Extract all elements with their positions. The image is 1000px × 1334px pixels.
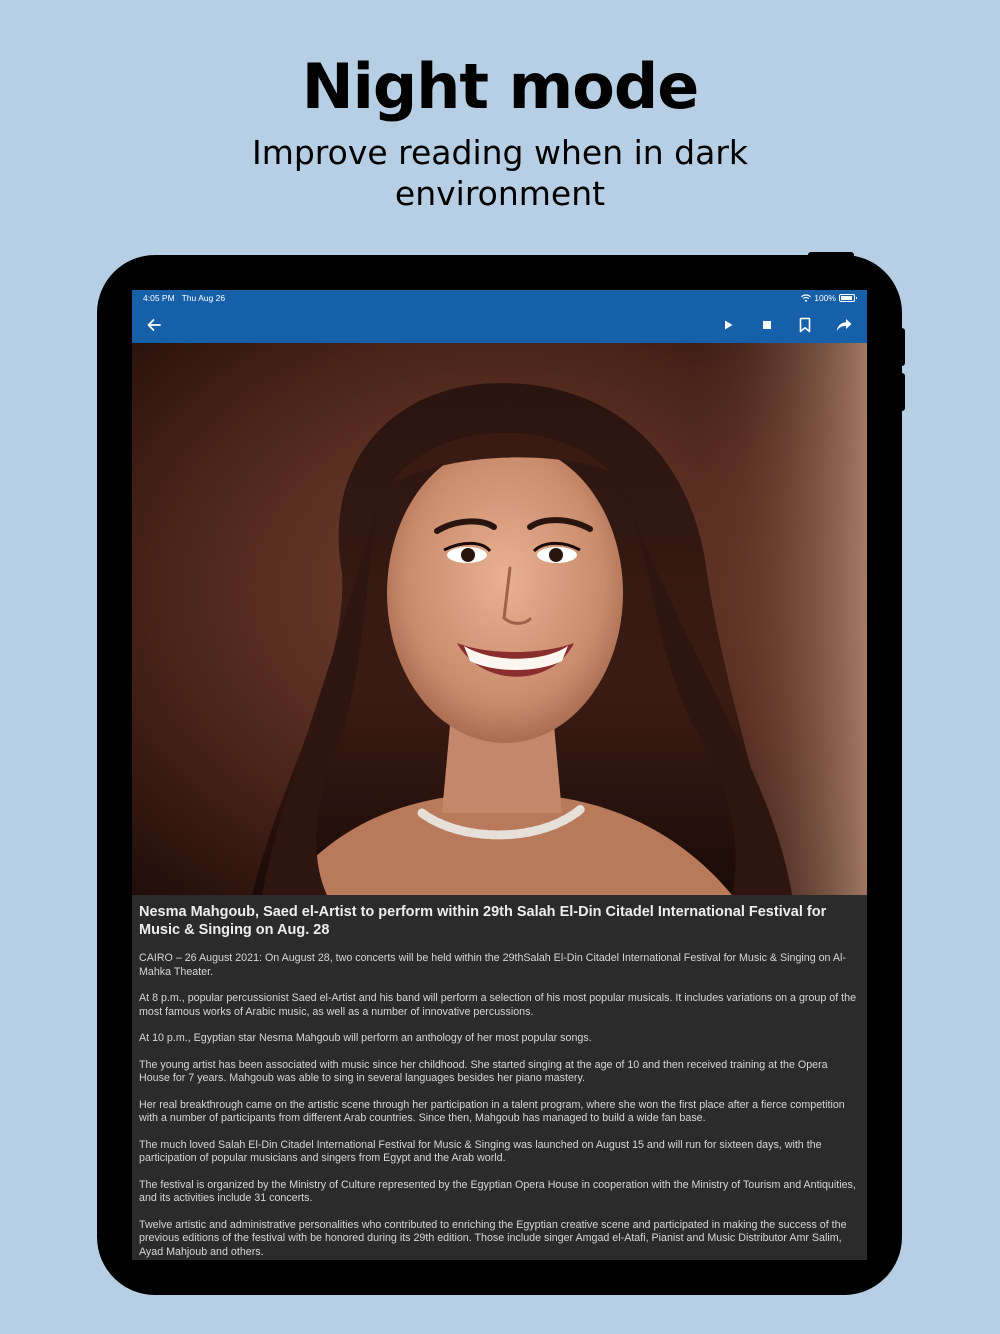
play-icon[interactable] bbox=[717, 314, 739, 336]
article-paragraph: At 8 p.m., popular percussionist Saed el-Artist and his band will perform a selection of his most popular musicals. It includes variations on a group of the most famous works of Arabic music, as well as a number of innovative percussions. bbox=[139, 992, 857, 1018]
bookmark-icon[interactable] bbox=[794, 314, 816, 336]
wifi-icon bbox=[801, 294, 811, 302]
promo-subtitle: Improve reading when in dark environment bbox=[251, 133, 749, 213]
article-paragraph: The festival is organized by the Ministry of Culture represented by the Egyptian Opera House in cooperation with the Ministry of Tourism and Antiquities, and its activities include 31 concerts. bbox=[139, 1178, 856, 1204]
status-bar bbox=[132, 290, 867, 306]
status-indicators bbox=[801, 293, 855, 303]
article-hero-image bbox=[132, 343, 867, 895]
article-headline: Nesma Mahgoub, Saed el-Artist to perform within 29th Salah El-Din Citadel International Festival for Music & Singing on Aug. 28 bbox=[139, 904, 827, 938]
article-paragraph: Twelve artistic and administrative personalities who contributed to enriching the Egyptian creative scene and participated in making the success of the previous editions of the festival with be honored during its 29th edition. Those include singer Amgad el-Atafi, Pianist and Music Distributor Amr Salim, Ayad Mahjoub and others. bbox=[139, 1218, 847, 1258]
battery-percent: 100% bbox=[814, 293, 836, 303]
tablet-screen bbox=[132, 290, 867, 1260]
stop-icon[interactable] bbox=[756, 314, 778, 336]
article-paragraph: At 10 p.m., Egyptian star Nesma Mahgoub will perform an anthology of her most popular songs. bbox=[139, 1032, 592, 1044]
article-paragraph: The much loved Salah El-Din Citadel International Festival for Music & Singing was launched on August 15 and will run for sixteen days, with the participation of popular musicians and singers from Egypt and the Arab world. bbox=[139, 1138, 822, 1164]
portrait-photo bbox=[132, 343, 867, 895]
back-arrow-icon[interactable] bbox=[143, 314, 165, 336]
status-date: Thu Aug 26 bbox=[181, 293, 226, 303]
article-paragraph: The young artist has been associated with music since her childhood. She started singing at the age of 10 and then received training at the Opera House for 7 years. Mahgoub was able to sing in several languages besides her piano mastery. bbox=[139, 1058, 828, 1084]
article-paragraph: Her real breakthrough came on the artistic scene through her participation in a talent program, where she won the first place after a fierce competition with a number of participants from different Arab countries. Since then, Mahgoub has managed to build a wide fan base. bbox=[139, 1098, 845, 1124]
share-icon[interactable] bbox=[833, 314, 855, 336]
promo-title: Night mode bbox=[301, 50, 699, 123]
battery-icon bbox=[839, 294, 855, 302]
status-time-date bbox=[143, 293, 225, 303]
article-body bbox=[132, 895, 867, 1260]
status-time: 4:05 PM bbox=[143, 293, 175, 303]
article-paragraph: CAIRO – 26 August 2021: On August 28, two concerts will be held within the 29thSalah El-Din Citadel International Festival for Music & Singing on Al-Mahka Theater. bbox=[139, 952, 846, 978]
article-toolbar bbox=[132, 306, 867, 343]
